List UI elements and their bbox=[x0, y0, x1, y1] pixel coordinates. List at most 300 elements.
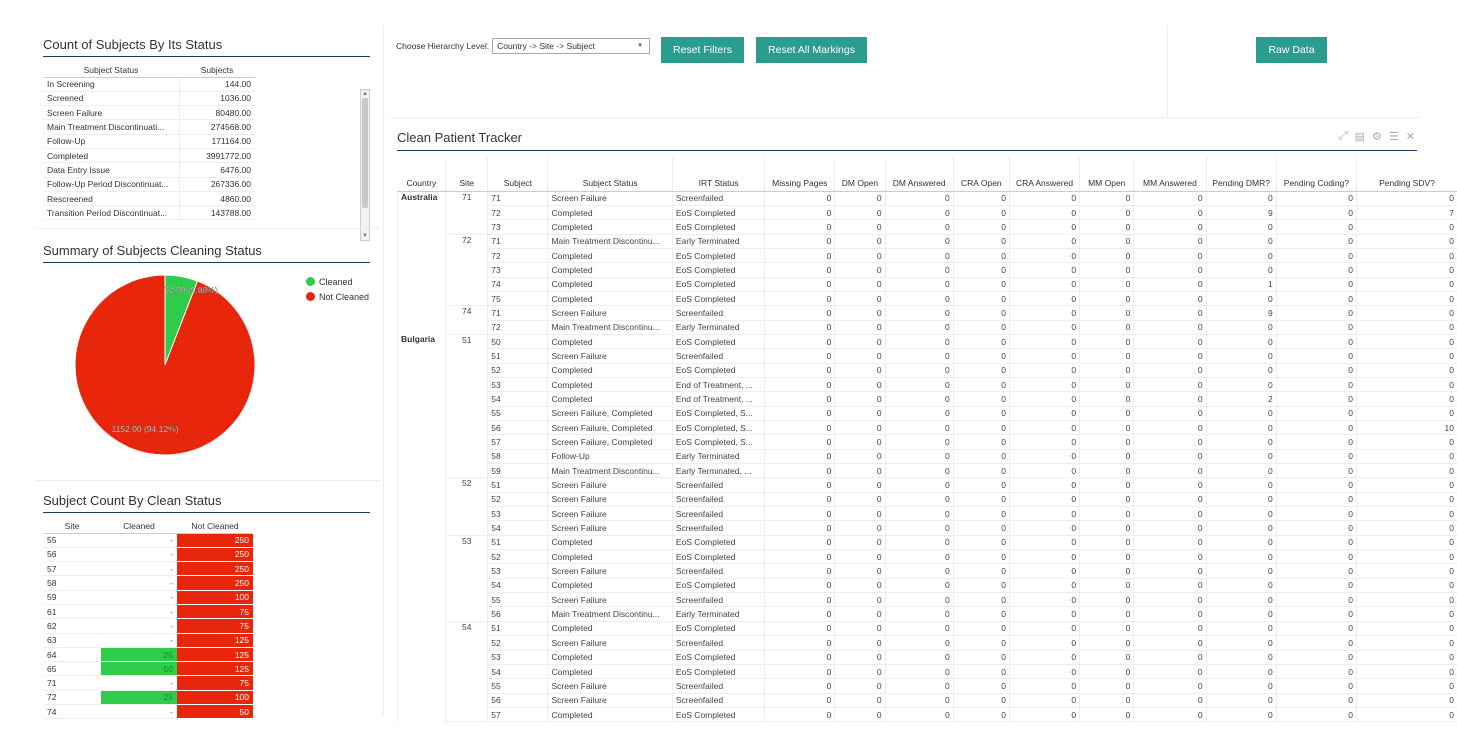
metric-cell: 0 bbox=[1357, 679, 1457, 693]
metric-cell: 0 bbox=[885, 377, 953, 391]
metric-cell: 0 bbox=[953, 277, 1009, 291]
cleaned-cell[interactable]: - bbox=[101, 533, 177, 547]
column-header[interactable]: Site bbox=[43, 519, 101, 533]
metric-cell: 0 bbox=[1206, 263, 1276, 277]
cleaned-cell[interactable]: - bbox=[101, 676, 177, 690]
legend-item[interactable] bbox=[306, 289, 369, 304]
cleaned-cell[interactable]: 25 bbox=[101, 647, 177, 661]
metric-cell: 0 bbox=[1357, 377, 1457, 391]
metric-cell: 0 bbox=[765, 349, 835, 363]
irt-status-cell: EoS Completed bbox=[672, 291, 764, 305]
subject-cell: 53 bbox=[488, 650, 548, 664]
table-row[interactable] bbox=[398, 263, 1457, 277]
country-cell bbox=[398, 363, 446, 377]
metric-cell: 0 bbox=[835, 277, 885, 291]
table-row[interactable] bbox=[43, 576, 253, 590]
subject-status-cell: Main Treatment Discontinu... bbox=[548, 607, 672, 621]
metric-cell: 0 bbox=[1276, 191, 1356, 205]
table-row[interactable] bbox=[398, 234, 1457, 248]
subject-cell: 56 bbox=[488, 693, 548, 707]
legend-dot-icon bbox=[306, 277, 315, 286]
table-row[interactable] bbox=[43, 590, 253, 604]
country-cell bbox=[398, 406, 446, 420]
metric-cell: 0 bbox=[765, 291, 835, 305]
scroll-down-icon[interactable]: ▼ bbox=[362, 233, 368, 239]
not-cleaned-cell[interactable]: 75 bbox=[177, 604, 253, 618]
irt-status-cell: Early Terminated bbox=[672, 449, 764, 463]
table-row[interactable] bbox=[43, 148, 255, 162]
not-cleaned-cell[interactable]: 75 bbox=[177, 619, 253, 633]
metric-cell: 0 bbox=[1206, 421, 1276, 435]
table-row[interactable] bbox=[398, 363, 1457, 377]
irt-status-cell: Screenfailed bbox=[672, 521, 764, 535]
not-cleaned-cell[interactable]: 250 bbox=[177, 576, 253, 590]
table-row[interactable] bbox=[43, 206, 255, 220]
export-icon[interactable]: ▤ bbox=[1354, 131, 1366, 143]
metric-cell: 0 bbox=[1357, 650, 1457, 664]
column-header[interactable]: IRT Status bbox=[672, 157, 764, 191]
cleaned-cell[interactable]: - bbox=[101, 604, 177, 618]
metric-cell: 0 bbox=[1357, 707, 1457, 721]
metric-cell: 0 bbox=[1206, 334, 1276, 348]
subject-status-cell: Completed bbox=[548, 291, 672, 305]
column-header[interactable]: Subjects bbox=[179, 63, 255, 77]
metric-cell: 0 bbox=[1080, 363, 1134, 377]
clean-status-table bbox=[43, 519, 253, 719]
metric-cell: 0 bbox=[1357, 306, 1457, 320]
metric-cell: 0 bbox=[765, 564, 835, 578]
metric-cell: 0 bbox=[1357, 435, 1457, 449]
table-row[interactable] bbox=[43, 533, 253, 547]
metric-cell: 0 bbox=[765, 191, 835, 205]
subject-status-cell: Screen Failure bbox=[548, 492, 672, 506]
table-row[interactable] bbox=[398, 392, 1457, 406]
not-cleaned-cell[interactable]: 250 bbox=[177, 533, 253, 547]
site-cell: 56 bbox=[43, 547, 101, 561]
cleaned-cell[interactable]: - bbox=[101, 619, 177, 633]
country-cell bbox=[398, 607, 446, 621]
cleaned-cell[interactable]: - bbox=[101, 547, 177, 561]
metric-cell: 0 bbox=[1206, 220, 1276, 234]
metric-cell: 0 bbox=[1009, 449, 1079, 463]
table-row[interactable] bbox=[398, 550, 1457, 564]
irt-status-cell: EoS Completed bbox=[672, 550, 764, 564]
table-row[interactable] bbox=[398, 191, 1457, 205]
metric-cell: 0 bbox=[1206, 707, 1276, 721]
table-row[interactable] bbox=[398, 621, 1457, 635]
table-row[interactable] bbox=[398, 478, 1457, 492]
metric-cell: 0 bbox=[1080, 205, 1134, 219]
column-header[interactable]: Pending DMR? bbox=[1206, 157, 1276, 191]
status-table-container bbox=[43, 63, 370, 239]
metric-cell: 0 bbox=[885, 349, 953, 363]
metric-cell: 0 bbox=[765, 406, 835, 420]
table-row[interactable] bbox=[43, 562, 253, 576]
subject-status-cell: Completed bbox=[548, 707, 672, 721]
table-row[interactable] bbox=[398, 220, 1457, 234]
subject-cell: 51 bbox=[488, 478, 548, 492]
table-row[interactable] bbox=[398, 435, 1457, 449]
metric-cell: 0 bbox=[1134, 578, 1206, 592]
metric-cell: 0 bbox=[1357, 664, 1457, 678]
subject-status-cell: Completed bbox=[548, 664, 672, 678]
subject-status-cell: Follow-Up bbox=[548, 449, 672, 463]
metric-cell: 0 bbox=[885, 406, 953, 420]
metric-cell: 0 bbox=[1357, 248, 1457, 262]
not-cleaned-cell[interactable]: 250 bbox=[177, 547, 253, 561]
subject-cell: 54 bbox=[488, 578, 548, 592]
metric-cell: 0 bbox=[1276, 564, 1356, 578]
metric-cell: 0 bbox=[1276, 291, 1356, 305]
subject-cell: 56 bbox=[488, 607, 548, 621]
table-row[interactable] bbox=[43, 676, 253, 690]
metric-cell: 0 bbox=[835, 263, 885, 277]
table-row[interactable] bbox=[398, 578, 1457, 592]
table-row[interactable] bbox=[398, 664, 1457, 678]
metric-cell: 0 bbox=[1357, 320, 1457, 334]
divider bbox=[383, 25, 384, 715]
metric-cell: 0 bbox=[765, 578, 835, 592]
site-cell: 57 bbox=[43, 562, 101, 576]
site-cell bbox=[446, 220, 488, 234]
clean-patient-tracker-panel bbox=[397, 130, 1454, 720]
table-row[interactable] bbox=[43, 91, 255, 105]
metric-cell: 0 bbox=[835, 406, 885, 420]
column-header[interactable]: Subject bbox=[488, 157, 548, 191]
status-label: Data Entry Issue bbox=[43, 163, 179, 177]
metric-cell: 0 bbox=[1276, 621, 1356, 635]
subject-status-cell: Screen Failure bbox=[548, 693, 672, 707]
column-header[interactable]: DM Answered bbox=[885, 157, 953, 191]
pie-chart[interactable] bbox=[73, 273, 257, 457]
country-cell bbox=[398, 349, 446, 363]
metric-cell: 0 bbox=[1009, 507, 1079, 521]
table-row[interactable] bbox=[398, 406, 1457, 420]
metric-cell: 0 bbox=[765, 234, 835, 248]
status-table-scrollbar[interactable] bbox=[360, 89, 370, 241]
raw-data-button[interactable]: Raw Data bbox=[1256, 37, 1327, 63]
clean-panel-title: Subject Count By Clean Status bbox=[43, 493, 370, 513]
table-row[interactable] bbox=[43, 647, 253, 661]
table-row[interactable] bbox=[398, 377, 1457, 391]
metric-cell: 0 bbox=[953, 607, 1009, 621]
metric-cell: 0 bbox=[1134, 406, 1206, 420]
metric-cell: 0 bbox=[1276, 334, 1356, 348]
scroll-up-icon[interactable]: ▲ bbox=[362, 91, 368, 97]
table-row[interactable] bbox=[43, 619, 253, 633]
list-icon[interactable]: ☰ bbox=[1388, 131, 1399, 143]
table-row[interactable] bbox=[398, 564, 1457, 578]
metric-cell: 0 bbox=[1357, 363, 1457, 377]
metric-cell: 0 bbox=[1009, 578, 1079, 592]
metric-cell: 0 bbox=[1009, 664, 1079, 678]
legend-label: Not Cleaned bbox=[319, 291, 370, 302]
table-row[interactable] bbox=[398, 607, 1457, 621]
site-cell bbox=[446, 277, 488, 291]
cleaned-cell[interactable]: - bbox=[101, 562, 177, 576]
subject-status-cell: Screen Failure bbox=[548, 564, 672, 578]
subject-cell: 53 bbox=[488, 377, 548, 391]
reset-markings-button[interactable]: Reset All Markings bbox=[756, 37, 867, 63]
table-row[interactable] bbox=[398, 521, 1457, 535]
table-row[interactable] bbox=[398, 334, 1457, 348]
table-row[interactable] bbox=[398, 693, 1457, 707]
subject-cell: 51 bbox=[488, 621, 548, 635]
column-header[interactable]: MM Answered bbox=[1134, 157, 1206, 191]
metric-cell: 0 bbox=[1276, 205, 1356, 219]
irt-status-cell: EoS Completed bbox=[672, 621, 764, 635]
metric-cell: 0 bbox=[1134, 306, 1206, 320]
site-cell bbox=[446, 464, 488, 478]
metric-cell: 0 bbox=[1080, 593, 1134, 607]
subject-cell: 58 bbox=[488, 449, 548, 463]
table-row[interactable] bbox=[43, 705, 253, 719]
subject-status-cell: Completed bbox=[548, 363, 672, 377]
country-cell bbox=[398, 377, 446, 391]
table-row[interactable] bbox=[43, 191, 255, 205]
metric-cell: 0 bbox=[885, 664, 953, 678]
metric-cell: 0 bbox=[1206, 621, 1276, 635]
column-header[interactable]: Subject Status bbox=[548, 157, 672, 191]
metric-cell: 0 bbox=[1134, 607, 1206, 621]
column-header[interactable]: MM Open bbox=[1080, 157, 1134, 191]
metric-cell: 0 bbox=[1357, 263, 1457, 277]
site-cell: 62 bbox=[43, 619, 101, 633]
table-row[interactable] bbox=[398, 507, 1457, 521]
metric-cell: 0 bbox=[1206, 478, 1276, 492]
metric-cell: 0 bbox=[1357, 220, 1457, 234]
metric-cell: 0 bbox=[765, 205, 835, 219]
metric-cell: 0 bbox=[835, 334, 885, 348]
not-cleaned-cell[interactable]: 250 bbox=[177, 562, 253, 576]
table-row[interactable] bbox=[398, 320, 1457, 334]
column-header[interactable]: CRA Open bbox=[953, 157, 1009, 191]
table-row[interactable] bbox=[43, 690, 253, 704]
metric-cell: 0 bbox=[1276, 492, 1356, 506]
metric-cell: 0 bbox=[1276, 277, 1356, 291]
metric-cell: 0 bbox=[1080, 421, 1134, 435]
metric-cell: 0 bbox=[765, 593, 835, 607]
column-header[interactable]: Pending Coding? bbox=[1276, 157, 1356, 191]
close-icon[interactable]: ✕ bbox=[1405, 131, 1415, 143]
table-row[interactable] bbox=[398, 291, 1457, 305]
table-row[interactable] bbox=[398, 277, 1457, 291]
metric-cell: 0 bbox=[885, 449, 953, 463]
hierarchy-label: Choose Hierarchy Level: bbox=[396, 41, 490, 51]
table-row[interactable] bbox=[43, 163, 255, 177]
table-row[interactable] bbox=[398, 650, 1457, 664]
country-cell bbox=[398, 593, 446, 607]
not-cleaned-cell[interactable]: 125 bbox=[177, 662, 253, 676]
table-row[interactable] bbox=[398, 707, 1457, 721]
table-row[interactable] bbox=[398, 306, 1457, 320]
column-header[interactable]: Cleaned bbox=[101, 519, 177, 533]
not-cleaned-cell[interactable]: 75 bbox=[177, 676, 253, 690]
metric-cell: 0 bbox=[1134, 435, 1206, 449]
country-cell bbox=[398, 707, 446, 721]
subject-status-cell: Completed bbox=[548, 621, 672, 635]
metric-cell: 0 bbox=[835, 707, 885, 721]
site-cell bbox=[446, 650, 488, 664]
table-row[interactable] bbox=[43, 134, 255, 148]
table-row[interactable] bbox=[398, 535, 1457, 549]
table-row[interactable] bbox=[43, 633, 253, 647]
subject-cell: 75 bbox=[488, 291, 548, 305]
column-header[interactable]: Site bbox=[446, 157, 488, 191]
column-header[interactable]: CRA Answered bbox=[1009, 157, 1079, 191]
metric-cell: 0 bbox=[885, 650, 953, 664]
not-cleaned-cell[interactable]: 100 bbox=[177, 590, 253, 604]
metric-cell: 0 bbox=[1009, 191, 1079, 205]
column-header[interactable]: Pending SDV? bbox=[1357, 157, 1457, 191]
metric-cell: 0 bbox=[765, 320, 835, 334]
metric-cell: 0 bbox=[1009, 349, 1079, 363]
metric-cell: 0 bbox=[953, 377, 1009, 391]
metric-cell: 0 bbox=[1009, 550, 1079, 564]
irt-status-cell: EoS Completed bbox=[672, 334, 764, 348]
not-cleaned-cell[interactable]: 100 bbox=[177, 690, 253, 704]
table-row[interactable] bbox=[43, 120, 255, 134]
table-row[interactable] bbox=[43, 604, 253, 618]
table-row[interactable] bbox=[398, 464, 1457, 478]
metric-cell: 0 bbox=[1009, 650, 1079, 664]
metric-cell: 0 bbox=[1206, 564, 1276, 578]
cleaned-cell[interactable]: - bbox=[101, 705, 177, 719]
metric-cell: 0 bbox=[953, 621, 1009, 635]
table-row[interactable] bbox=[398, 449, 1457, 463]
metric-cell: 0 bbox=[1276, 593, 1356, 607]
site-cell: 71 bbox=[446, 191, 488, 205]
country-cell bbox=[398, 492, 446, 506]
status-label: Screened bbox=[43, 91, 179, 105]
metric-cell: 0 bbox=[765, 636, 835, 650]
metric-cell: 0 bbox=[1357, 464, 1457, 478]
not-cleaned-cell[interactable]: 50 bbox=[177, 705, 253, 719]
cleaned-cell[interactable]: - bbox=[101, 590, 177, 604]
irt-status-cell: EoS Completed bbox=[672, 535, 764, 549]
metric-cell: 0 bbox=[835, 621, 885, 635]
metric-cell: 0 bbox=[953, 535, 1009, 549]
metric-cell: 0 bbox=[1134, 421, 1206, 435]
metric-cell: 0 bbox=[1009, 334, 1079, 348]
site-cell: 72 bbox=[446, 234, 488, 248]
hierarchy-select[interactable] bbox=[492, 38, 650, 54]
metric-cell: 0 bbox=[1206, 507, 1276, 521]
cleaned-cell[interactable]: 50 bbox=[101, 662, 177, 676]
reset-filters-button[interactable]: Reset Filters bbox=[661, 37, 744, 63]
status-count: 144.00 bbox=[179, 77, 255, 91]
status-count-panel bbox=[43, 37, 370, 239]
column-header[interactable]: Not Cleaned bbox=[177, 519, 253, 533]
metric-cell: 0 bbox=[1276, 478, 1356, 492]
metric-cell: 0 bbox=[1276, 234, 1356, 248]
table-row[interactable] bbox=[43, 77, 255, 91]
metric-cell: 0 bbox=[1134, 550, 1206, 564]
country-cell: Bulgaria bbox=[398, 334, 446, 348]
status-count: 171164.00 bbox=[179, 134, 255, 148]
metric-cell: 0 bbox=[1276, 679, 1356, 693]
metric-cell: 0 bbox=[1206, 679, 1276, 693]
metric-cell: 0 bbox=[1009, 492, 1079, 506]
metric-cell: 0 bbox=[1009, 263, 1079, 277]
metric-cell: 0 bbox=[1080, 621, 1134, 635]
metric-cell: 0 bbox=[1134, 535, 1206, 549]
table-row[interactable] bbox=[398, 205, 1457, 219]
metric-cell: 0 bbox=[1134, 220, 1206, 234]
legend-item[interactable] bbox=[306, 274, 369, 289]
not-cleaned-cell[interactable]: 125 bbox=[177, 647, 253, 661]
metric-cell: 0 bbox=[765, 693, 835, 707]
metric-cell: 0 bbox=[1357, 693, 1457, 707]
metric-cell: 0 bbox=[1009, 220, 1079, 234]
metric-cell: 0 bbox=[1276, 578, 1356, 592]
metric-cell: 0 bbox=[1009, 392, 1079, 406]
metric-cell: 0 bbox=[1276, 349, 1356, 363]
metric-cell: 0 bbox=[1206, 550, 1276, 564]
column-header[interactable]: DM Open bbox=[835, 157, 885, 191]
scrollbar-thumb[interactable] bbox=[362, 98, 368, 208]
country-cell bbox=[398, 248, 446, 262]
column-header[interactable]: Subject Status bbox=[43, 63, 179, 77]
metric-cell: 0 bbox=[885, 334, 953, 348]
not-cleaned-cell[interactable]: 125 bbox=[177, 633, 253, 647]
irt-status-cell: Screenfailed bbox=[672, 191, 764, 205]
metric-cell: 0 bbox=[1276, 421, 1356, 435]
subject-status-cell: Completed bbox=[548, 263, 672, 277]
metric-cell: 0 bbox=[1009, 607, 1079, 621]
metric-cell: 0 bbox=[1206, 449, 1276, 463]
table-row[interactable] bbox=[43, 662, 253, 676]
metric-cell: 0 bbox=[765, 220, 835, 234]
expand-icon[interactable]: ⤢ bbox=[1338, 130, 1348, 142]
country-cell bbox=[398, 507, 446, 521]
pie-legend bbox=[306, 274, 369, 304]
gear-icon[interactable]: ⚙ bbox=[1372, 131, 1382, 143]
divider bbox=[1167, 25, 1168, 117]
country-cell bbox=[398, 449, 446, 463]
metric-cell: 0 bbox=[1080, 507, 1134, 521]
table-row[interactable] bbox=[43, 106, 255, 120]
subject-status-cell: Completed bbox=[548, 578, 672, 592]
table-row[interactable] bbox=[398, 492, 1457, 506]
cleaned-cell[interactable]: 25 bbox=[101, 690, 177, 704]
metric-cell: 0 bbox=[1357, 291, 1457, 305]
table-row[interactable] bbox=[398, 421, 1457, 435]
cleaned-cell[interactable]: - bbox=[101, 633, 177, 647]
site-cell bbox=[446, 593, 488, 607]
table-row[interactable] bbox=[398, 349, 1457, 363]
metric-cell: 0 bbox=[1357, 521, 1457, 535]
metric-cell: 0 bbox=[1206, 636, 1276, 650]
table-row[interactable] bbox=[43, 177, 255, 191]
metric-cell: 0 bbox=[1276, 521, 1356, 535]
table-row[interactable] bbox=[43, 547, 253, 561]
cleaned-cell[interactable]: - bbox=[101, 576, 177, 590]
subject-cell: 52 bbox=[488, 363, 548, 377]
site-cell bbox=[446, 679, 488, 693]
column-header[interactable]: Country bbox=[398, 157, 446, 191]
table-row[interactable] bbox=[398, 679, 1457, 693]
tracker-title: Clean Patient Tracker bbox=[397, 130, 1417, 151]
table-row[interactable] bbox=[398, 248, 1457, 262]
table-row[interactable] bbox=[398, 636, 1457, 650]
irt-status-cell: EoS Completed bbox=[672, 664, 764, 678]
table-row[interactable] bbox=[398, 593, 1457, 607]
metric-cell: 0 bbox=[1134, 507, 1206, 521]
column-header[interactable]: Missing Pages bbox=[765, 157, 835, 191]
metric-cell: 0 bbox=[1009, 363, 1079, 377]
site-cell bbox=[446, 564, 488, 578]
